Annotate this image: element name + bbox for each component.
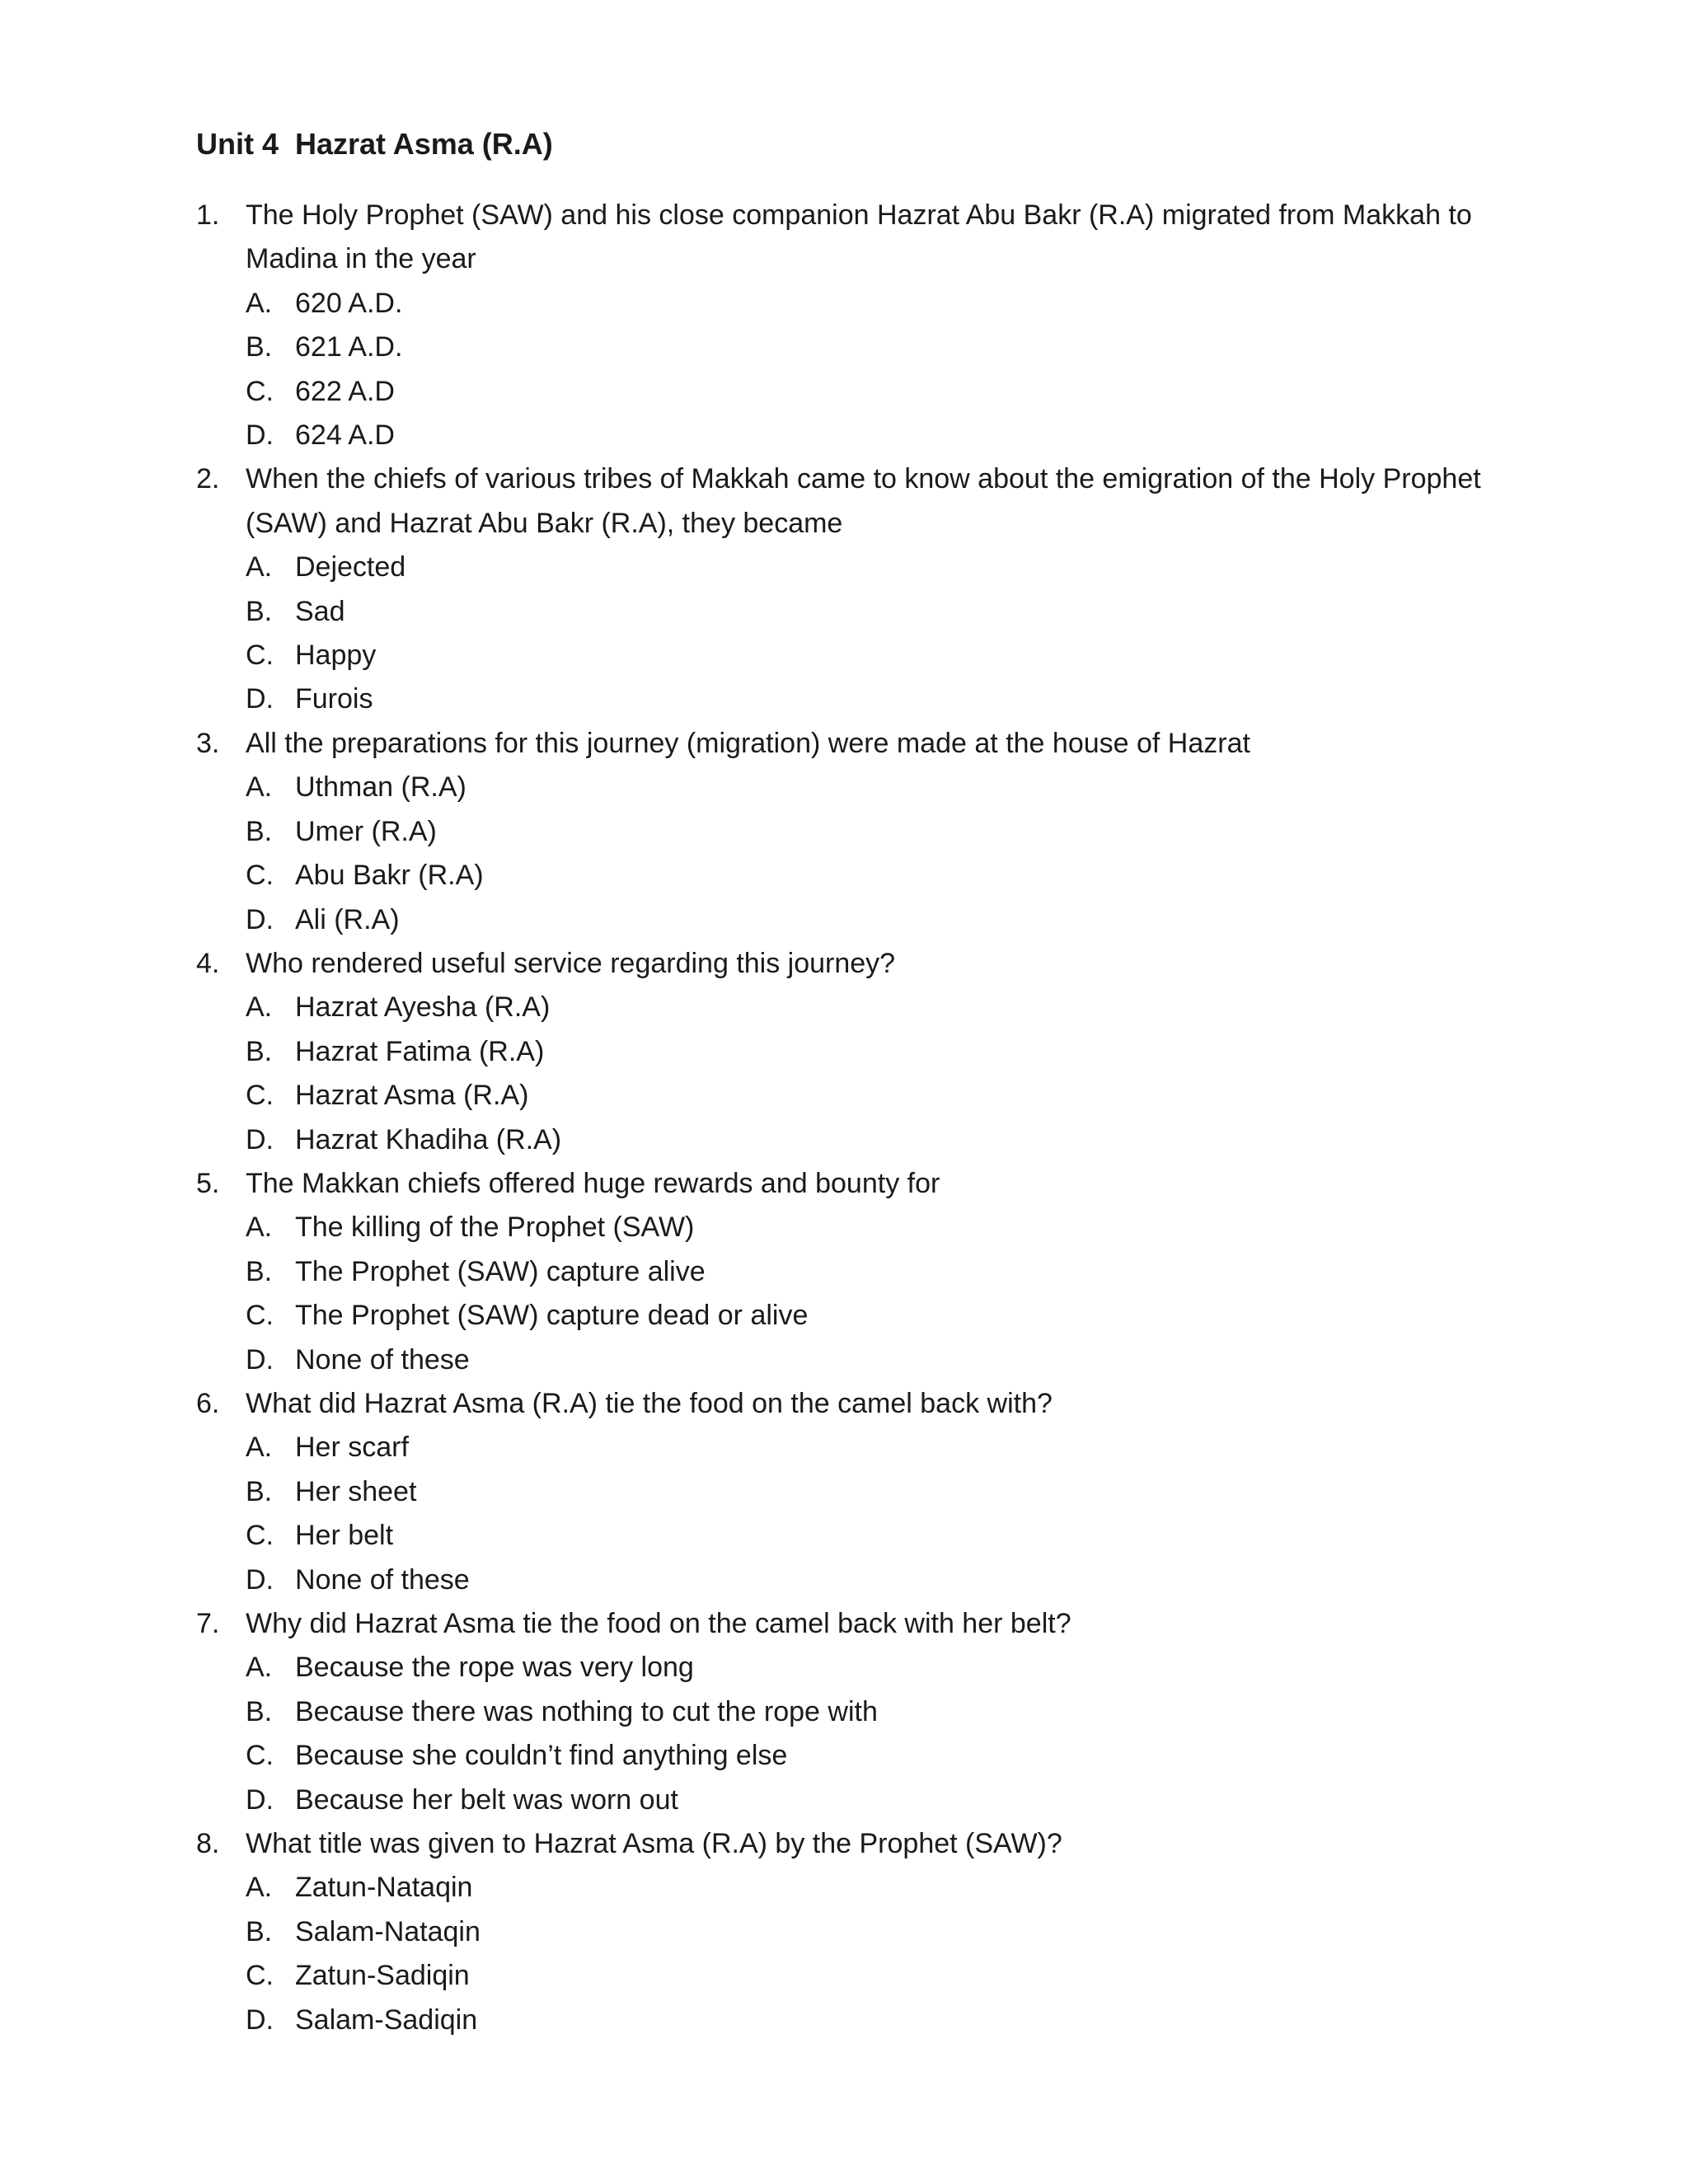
option-text: Because the rope was very long	[295, 1652, 694, 1684]
option-letter: A.	[246, 287, 273, 319]
option-text: Uthman (R.A)	[295, 771, 467, 804]
answer-option	[196, 1734, 1482, 1778]
option-text: Salam-Sadiqin	[295, 2004, 478, 2036]
option-text: Hazrat Asma (R.A)	[295, 1080, 529, 1112]
answer-option	[196, 1690, 1482, 1734]
option-letter: C.	[246, 1300, 274, 1332]
option-letter: B.	[246, 1255, 273, 1287]
question-list	[196, 194, 1482, 2042]
option-letter: D.	[246, 419, 274, 452]
question-number: 7.	[196, 1608, 220, 1639]
question-number: 1.	[196, 199, 220, 231]
question-number: 8.	[196, 1828, 220, 1860]
option-letter: A.	[246, 1212, 273, 1244]
answer-option	[196, 810, 1482, 854]
question-line	[196, 1382, 1482, 1426]
option-list	[196, 1646, 1482, 1822]
question-item	[196, 457, 1482, 721]
answer-option	[196, 766, 1482, 809]
option-text: None of these	[295, 1563, 470, 1596]
question-line	[196, 1162, 1482, 1206]
question-text: When the chiefs of various tribes of Makkah came to know about the emigration of the Holy Prophet (SAW) and Hazrat Abu Bakr (R.A), they became	[246, 463, 1481, 539]
question-number: 2.	[196, 463, 220, 495]
option-text: Hazrat Khadiha (R.A)	[295, 1123, 562, 1155]
option-text: Because there was nothing to cut the rope with	[295, 1695, 878, 1727]
option-text: Hazrat Fatima (R.A)	[295, 1035, 545, 1067]
option-text: 621 A.D.	[295, 331, 403, 363]
answer-option	[196, 1558, 1482, 1602]
answer-option	[196, 1206, 1482, 1249]
question-item	[196, 1162, 1482, 1382]
option-letter: C.	[246, 640, 274, 672]
answer-option	[196, 590, 1482, 634]
question-item	[196, 722, 1482, 942]
option-letter: C.	[246, 1080, 274, 1112]
option-text: 622 A.D	[295, 375, 395, 407]
option-text: Her scarf	[295, 1432, 409, 1464]
option-letter: B.	[246, 1695, 273, 1727]
question-item	[196, 1822, 1482, 2042]
question-text: All the preparations for this journey (migration) were made at the house of Hazrat	[246, 727, 1250, 759]
answer-option	[196, 1910, 1482, 1954]
option-text: Zatun-Sadiqin	[295, 1960, 470, 1992]
option-letter: A.	[246, 1652, 273, 1684]
option-list	[196, 986, 1482, 1162]
option-letter: D.	[246, 1563, 274, 1596]
option-text: The Prophet (SAW) capture dead or alive	[295, 1300, 809, 1332]
question-text: The Holy Prophet (SAW) and his close companion Hazrat Abu Bakr (R.A) migrated from Makkah to Madina in the year	[246, 199, 1472, 275]
option-letter: C.	[246, 860, 274, 892]
answer-option	[196, 1779, 1482, 1822]
option-text: 620 A.D.	[295, 287, 403, 319]
option-text: Dejected	[295, 551, 406, 583]
question-item	[196, 194, 1482, 457]
answer-option	[196, 1954, 1482, 1998]
option-list	[196, 1206, 1482, 1382]
answer-option	[196, 1250, 1482, 1294]
option-text: 624 A.D	[295, 419, 395, 452]
option-text: Sad	[295, 595, 345, 627]
option-letter: A.	[246, 551, 273, 583]
answer-option	[196, 986, 1482, 1029]
question-number: 6.	[196, 1387, 220, 1419]
answer-option	[196, 1514, 1482, 1558]
question-text: What did Hazrat Asma (R.A) tie the food on the camel back with?	[246, 1387, 1053, 1419]
option-text: Her sheet	[295, 1475, 417, 1507]
option-letter: B.	[246, 1475, 273, 1507]
option-list	[196, 546, 1482, 722]
question-line	[196, 194, 1482, 282]
answer-option	[196, 1999, 1482, 2042]
question-text: Why did Hazrat Asma tie the food on the camel back with her belt?	[246, 1608, 1071, 1639]
option-letter: C.	[246, 1740, 274, 1772]
option-letter: C.	[246, 1520, 274, 1552]
answer-option	[196, 1030, 1482, 1074]
answer-option	[196, 1646, 1482, 1690]
answer-option	[196, 634, 1482, 677]
question-number: 3.	[196, 727, 220, 759]
option-text: Hazrat Ayesha (R.A)	[295, 991, 551, 1024]
option-text: Ali (R.A)	[295, 903, 400, 935]
page-title: Unit 4 Hazrat Asma (R.A)	[196, 127, 553, 161]
option-letter: A.	[246, 1432, 273, 1464]
option-letter: D.	[246, 683, 274, 715]
option-letter: D.	[246, 1343, 274, 1376]
option-letter: D.	[246, 1783, 274, 1816]
option-text: Happy	[295, 640, 377, 672]
question-line	[196, 942, 1482, 986]
option-text: Umer (R.A)	[295, 815, 437, 847]
option-text: Salam-Nataqin	[295, 1915, 481, 1947]
option-letter: C.	[246, 375, 274, 407]
answer-option	[196, 1074, 1482, 1118]
answer-option	[196, 1118, 1482, 1162]
option-letter: B.	[246, 815, 273, 847]
option-letter: D.	[246, 1123, 274, 1155]
option-letter: A.	[246, 991, 273, 1024]
answer-option	[196, 1470, 1482, 1514]
option-text: Because she couldn’t find anything else	[295, 1740, 788, 1772]
answer-option	[196, 282, 1482, 326]
answer-option	[196, 1338, 1482, 1382]
answer-option	[196, 1294, 1482, 1338]
answer-option	[196, 854, 1482, 898]
answer-option	[196, 1426, 1482, 1469]
answer-option	[196, 1866, 1482, 1910]
option-text: Abu Bakr (R.A)	[295, 860, 484, 892]
option-text: Zatun-Nataqin	[295, 1872, 473, 1904]
option-list	[196, 282, 1482, 458]
question-item	[196, 942, 1482, 1162]
option-letter: C.	[246, 1960, 274, 1992]
option-text: Furois	[295, 683, 373, 715]
option-letter: D.	[246, 903, 274, 935]
option-letter: B.	[246, 331, 273, 363]
option-text: The Prophet (SAW) capture alive	[295, 1255, 706, 1287]
option-list	[196, 1866, 1482, 2042]
option-text: Her belt	[295, 1520, 394, 1552]
question-item	[196, 1602, 1482, 1822]
option-text: The killing of the Prophet (SAW)	[295, 1212, 695, 1244]
answer-option	[196, 546, 1482, 589]
answer-option	[196, 370, 1482, 414]
question-text: Who rendered useful service regarding this journey?	[246, 947, 896, 979]
question-text: What title was given to Hazrat Asma (R.A) by the Prophet (SAW)?	[246, 1828, 1062, 1860]
option-letter: B.	[246, 1915, 273, 1947]
question-number: 4.	[196, 947, 220, 979]
option-letter: A.	[246, 1872, 273, 1904]
option-letter: B.	[246, 1035, 273, 1067]
option-text: Because her belt was worn out	[295, 1783, 678, 1816]
option-letter: D.	[246, 2004, 274, 2036]
answer-option	[196, 414, 1482, 457]
answer-option	[196, 326, 1482, 369]
question-line	[196, 1822, 1482, 1866]
question-line	[196, 1602, 1482, 1646]
answer-option	[196, 677, 1482, 721]
answer-option	[196, 898, 1482, 942]
option-letter: B.	[246, 595, 273, 627]
question-text: The Makkan chiefs offered huge rewards and bounty for	[246, 1167, 940, 1199]
option-letter: A.	[246, 771, 273, 804]
question-number: 5.	[196, 1167, 220, 1199]
option-text: None of these	[295, 1343, 470, 1376]
question-line	[196, 457, 1482, 546]
option-list	[196, 766, 1482, 942]
question-item	[196, 1382, 1482, 1602]
option-list	[196, 1426, 1482, 1602]
question-line	[196, 722, 1482, 766]
